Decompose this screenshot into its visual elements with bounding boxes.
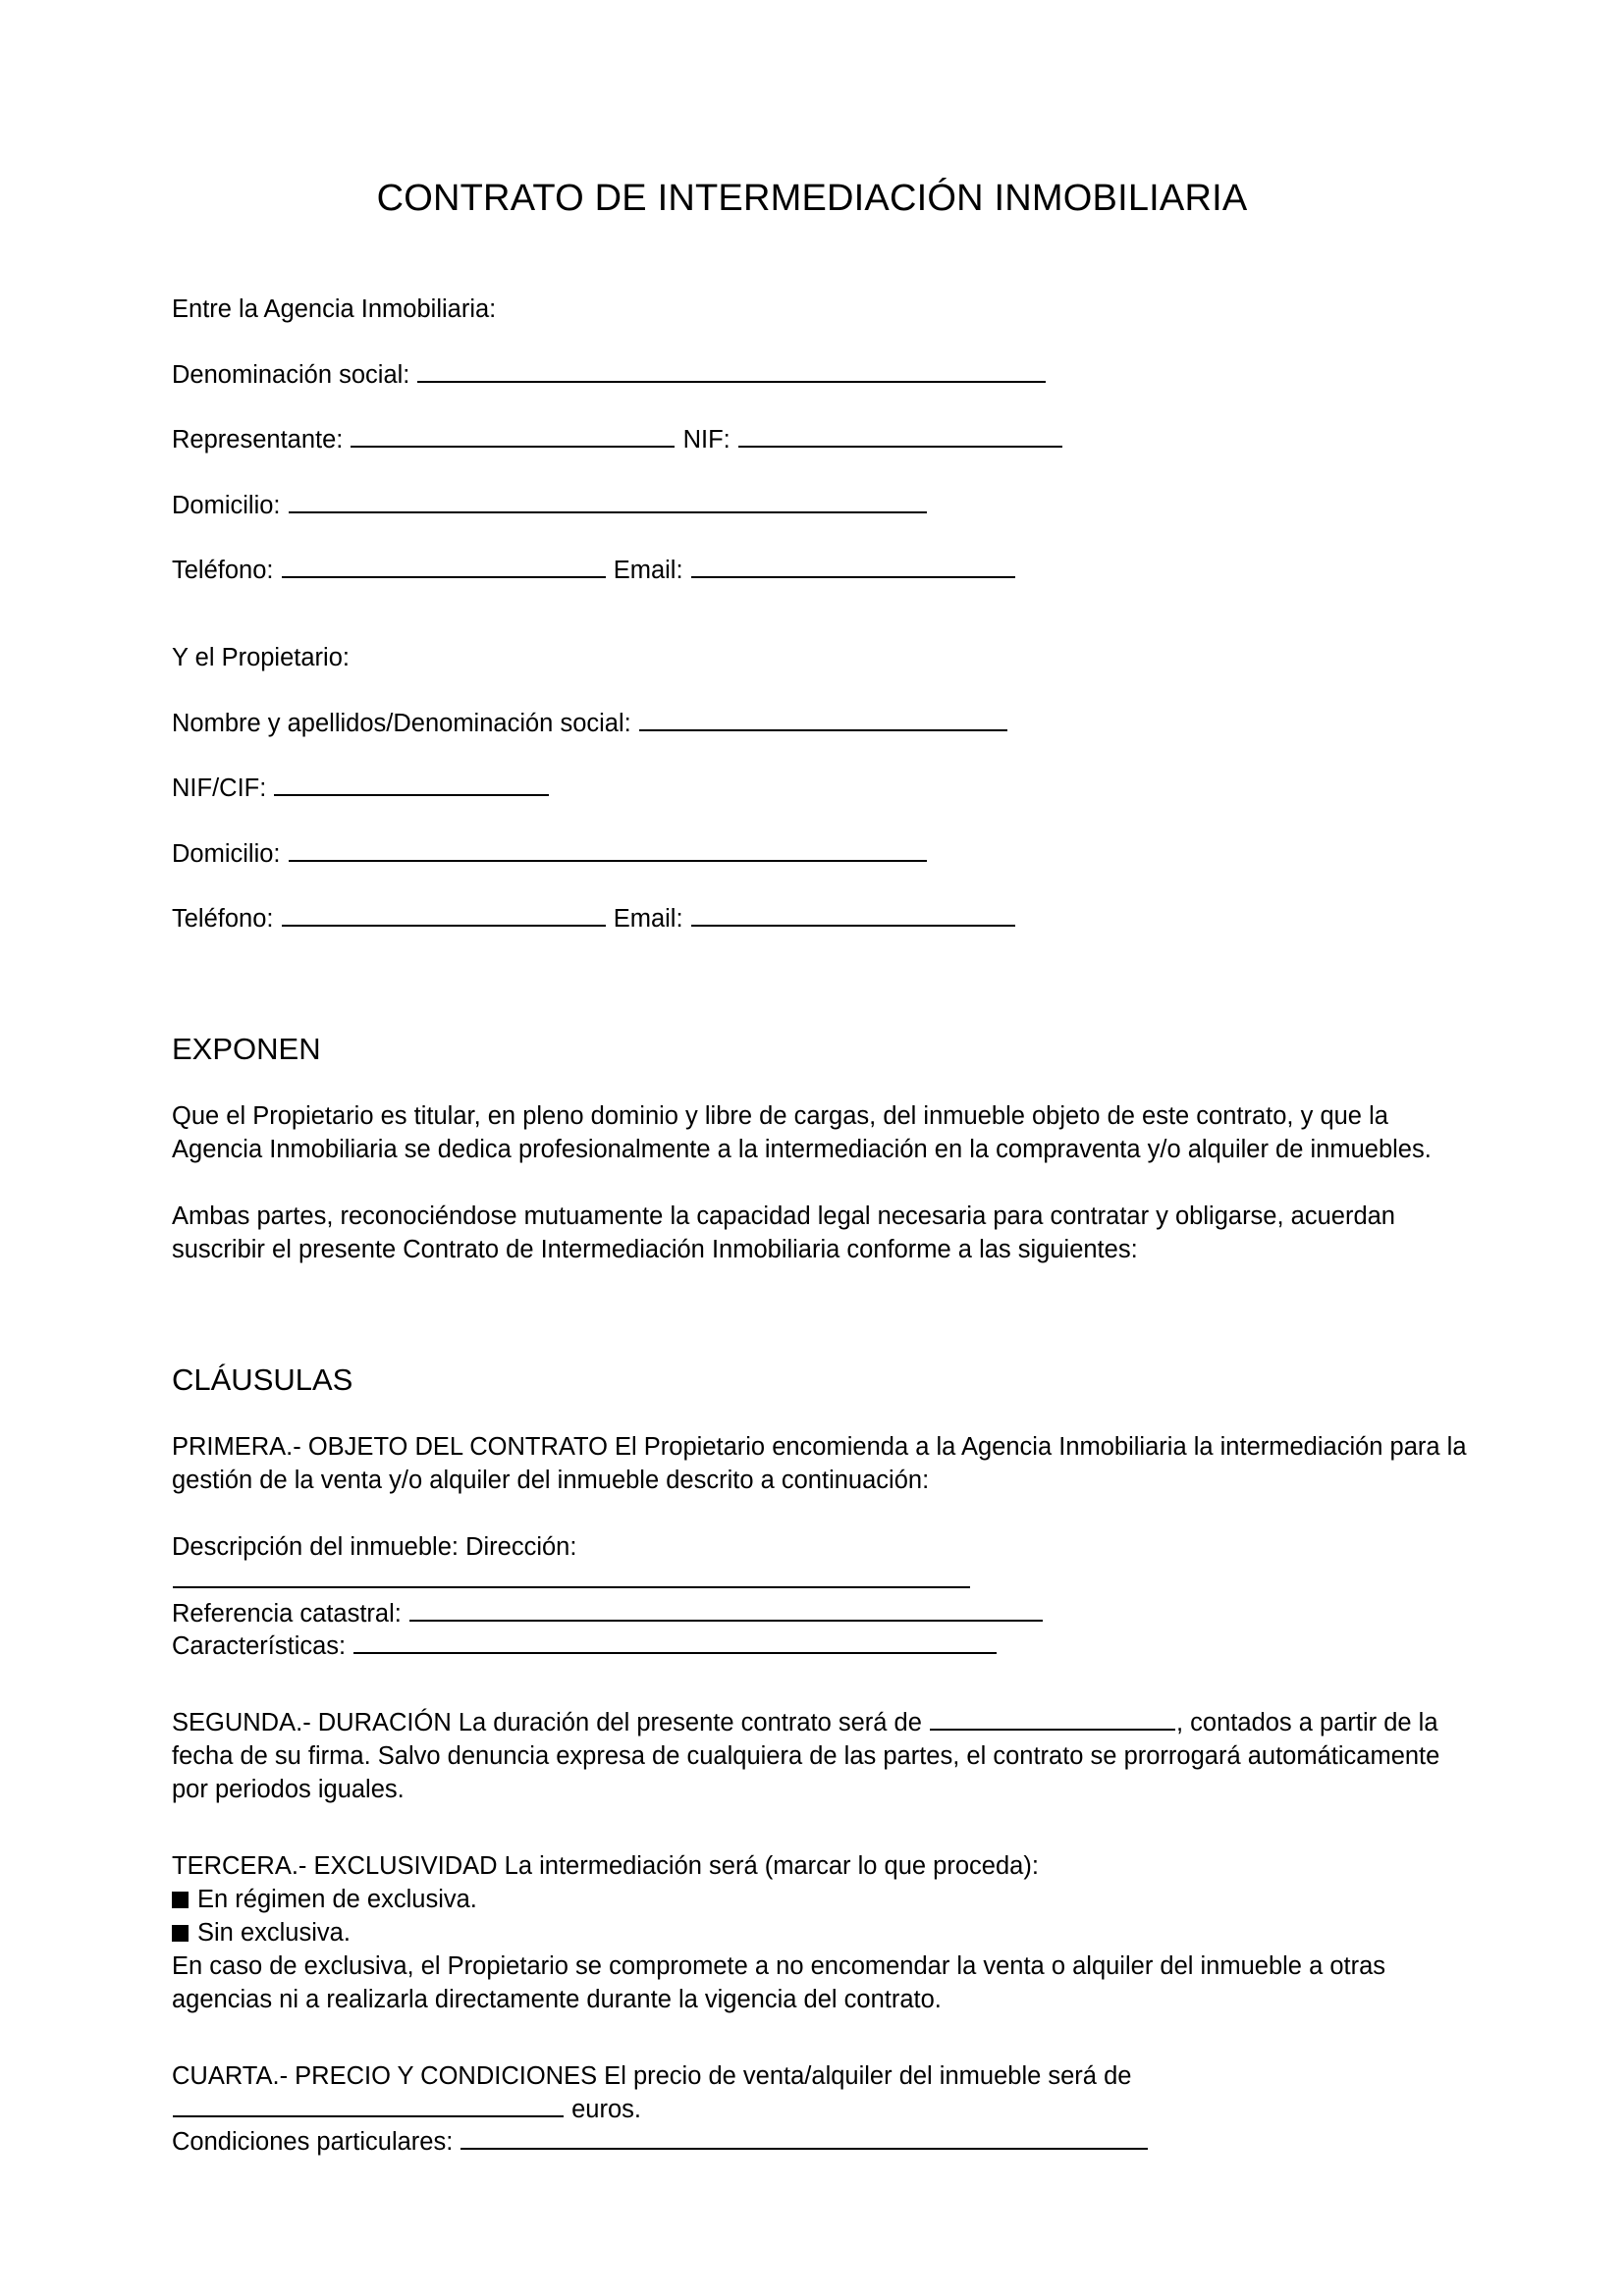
exclusividad-option-exclusiva-label: En régimen de exclusiva. <box>197 1886 477 1913</box>
caracteristicas-input[interactable] <box>353 1631 997 1654</box>
agency-representante-input[interactable] <box>351 425 675 448</box>
agency-denominacion-input[interactable] <box>417 360 1046 383</box>
tercera-top-space <box>172 1807 1468 1850</box>
owner-telefono-input[interactable] <box>282 904 606 927</box>
condiciones-particulares-label: Condiciones particulares: <box>172 2128 454 2157</box>
exponen-top-space <box>172 970 1468 1031</box>
caracteristicas-label: Características: <box>172 1632 347 1661</box>
descripcion-inmueble-label: Descripción del inmueble: Dirección: <box>172 1532 577 1561</box>
agency-denominacion-field <box>172 360 1468 391</box>
clausula-cuarta-lead: CUARTA.- PRECIO Y CONDICIONES El precio de venta/alquiler del inmueble será de <box>172 2061 1132 2090</box>
clausula-tercera-lead: TERCERA.- EXCLUSIVIDAD La intermediación será (marcar lo que proceda): <box>172 1852 1039 1881</box>
document-body <box>172 294 1468 2160</box>
owner-nombre-label: Nombre y apellidos/Denominación social: <box>172 709 631 737</box>
owner-email-input[interactable] <box>691 904 1015 927</box>
referencia-catastral-label: Referencia catastral: <box>172 1599 402 1628</box>
condiciones-particulares-field <box>172 2126 1468 2160</box>
exponen-heading: EXPONEN <box>172 1031 321 1066</box>
clausulas-top-space <box>172 1301 1468 1362</box>
descripcion-inmueble-input[interactable] <box>173 1566 970 1588</box>
agency-intro-label: Entre la Agencia Inmobiliaria: <box>172 295 497 323</box>
owner-telefono-label: Teléfono: <box>172 905 274 934</box>
page-title: CONTRATO DE INTERMEDIACIÓN INMOBILIARIA <box>376 178 1248 220</box>
exponen-paragraph-1: Que el Propietario es titular, en pleno dominio y libre de cargas, del inmueble objeto de este contrato, y que la Agencia Inmobiliaria se dedica profesionalmente a la intermediación en la compraventa y/o alquiler de inmuebles. <box>172 1102 1432 1164</box>
agency-email-label: Email: <box>613 557 683 585</box>
clausula-primera-text: PRIMERA.- OBJETO DEL CONTRATO El Propietario encomienda a la Agencia Inmobiliaria la intermediación para la gestión de la venta y/o alquiler del inmueble descrito a continuación: <box>172 1432 1467 1494</box>
parties-divider-space <box>172 621 1468 643</box>
owner-email-label: Email: <box>613 905 683 934</box>
exclusividad-option-exclusiva[interactable] <box>172 1884 1468 1917</box>
agency-nif-input[interactable] <box>738 425 1062 448</box>
descripcion-inmueble-field <box>172 1565 1468 1598</box>
clausula-segunda-tail: , contados a partir de la fecha de su firma. Salvo denuncia expresa de cualquiera de las partes, el contrato se prorrogará automáticamente por periodos iguales. <box>172 1709 1440 1804</box>
owner-domicilio-label: Domicilio: <box>172 839 281 868</box>
owner-nifcif-label: NIF/CIF: <box>172 774 267 803</box>
condiciones-particulares-input[interactable] <box>460 2127 1148 2150</box>
caracteristicas-field <box>172 1630 1468 1664</box>
referencia-catastral-input[interactable] <box>409 1599 1043 1622</box>
owner-nifcif-input[interactable] <box>274 774 549 796</box>
owner-nombre-field <box>172 709 1468 739</box>
owner-telefono-field <box>172 904 1468 934</box>
agency-domicilio-label: Domicilio: <box>172 491 281 519</box>
filled-square-icon <box>172 1892 189 1908</box>
agency-telefono-input[interactable] <box>282 556 606 578</box>
exponen-paragraph-2: Ambas partes, reconociéndose mutuamente la capacidad legal necesaria para contratar y obligarse, acuerdan suscribir el presente Contrato de Intermediación Inmobiliaria conforme a las siguientes: <box>172 1201 1395 1263</box>
agency-denominacion-label: Denominación social: <box>172 360 410 389</box>
agency-domicilio-field <box>172 491 1468 521</box>
clausula-tercera-tail: En caso de exclusiva, el Propietario se compromete a no encomendar la venta o alquiler del inmueble a otras agencias ni a realizarla directamente durante la vigencia del contrato. <box>172 1951 1386 2013</box>
duracion-input[interactable] <box>930 1708 1175 1731</box>
agency-domicilio-input[interactable] <box>289 491 927 513</box>
clausulas-heading: CLÁUSULAS <box>172 1362 353 1397</box>
filled-square-icon <box>172 1925 189 1942</box>
precio-input[interactable] <box>173 2095 564 2117</box>
agency-nif-label: NIF: <box>682 426 731 454</box>
precio-currency-label: euros. <box>571 2095 641 2123</box>
referencia-catastral-field <box>172 1598 1468 1631</box>
agency-telefono-label: Teléfono: <box>172 557 274 585</box>
exclusividad-option-sin-exclusiva-label: Sin exclusiva. <box>197 1918 351 1947</box>
clausula-segunda-text <box>172 1707 1468 1807</box>
segunda-top-space <box>172 1664 1468 1707</box>
owner-nombre-input[interactable] <box>639 709 1007 731</box>
cuarta-top-space <box>172 2017 1468 2060</box>
agency-representante-field <box>172 425 1468 455</box>
precio-field <box>172 2094 1468 2127</box>
agency-telefono-field <box>172 556 1468 586</box>
clausula-segunda-lead: SEGUNDA.- DURACIÓN La duración del presente contrato será de <box>172 1709 922 1737</box>
owner-nifcif-field <box>172 774 1468 804</box>
agency-email-input[interactable] <box>691 556 1015 578</box>
agency-representante-label: Representante: <box>172 426 344 454</box>
exclusividad-option-sin-exclusiva[interactable] <box>172 1917 1468 1950</box>
owner-domicilio-field <box>172 839 1468 870</box>
owner-domicilio-input[interactable] <box>289 839 927 862</box>
owner-intro-label: Y el Propietario: <box>172 643 350 671</box>
